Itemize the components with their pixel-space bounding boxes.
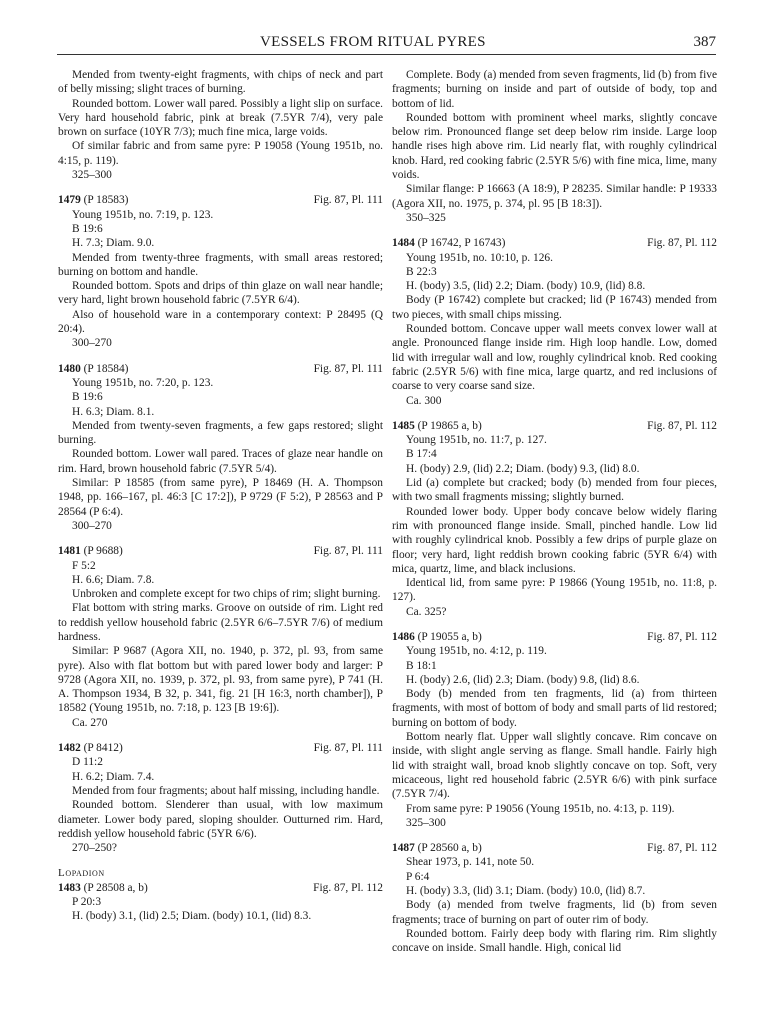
entry-text: Unbroken and complete except for two chips of rim; slight burning. [72,588,381,601]
entry-date: 325–300 [406,816,446,829]
deposit: P 6:4 [406,870,430,883]
dimensions: H. (body) 2.9, (lid) 2.2; Diam. (body) 9.3, (lid) 8.0. [406,462,640,475]
inventory-number: (P 16742, P 16743) [414,237,506,250]
entry-number: 1485 [392,419,415,432]
dimensions: H. (body) 3.5, (lid) 2.2; Diam. (body) 10.9, (lid) 8.8. [406,280,646,293]
entry-text: Mended from twenty-three fragments, with small areas restored; burning on bottom and handle. [58,251,383,278]
entry-heading [392,419,717,433]
entry-text: Bottom nearly flat. Upper wall slightly concave. Rim concave on inside, with slight angle serving as flange. Small handle. Fairly high lid with straight wall, broad knob slightly concave on top. Soft, very micaceous, light red household fabric (2.5YR 6/6) with pink surface (7.5YR 7/4). [392,731,717,801]
figure-reference: Fig. 87, Pl. 111 [313,742,383,755]
bibliography: Young 1951b, no. 4:12, p. 119. [406,645,547,658]
catalog-entry-1486 [392,630,717,830]
entry-text: From same pyre: P 19056 (Young 1951b, no. 4:13, p. 119). [406,802,675,815]
page-number: 387 [693,34,716,50]
figure-reference: Fig. 87, Pl. 111 [313,362,383,375]
bibliography: Young 1951b, no. 7:20, p. 123. [72,376,214,389]
entry-text: Rounded lower body. Upper body concave below widely flaring rim with pronounced flange inside. Small, pinched handle. Low lid with roughly cylindrical knob. Possibly a few drips of purple glaze on floor; very hard, light reddish brown cooking fabric (5YR 6/4) with mica, quartz, lime, and black inclusions. [392,505,717,575]
figure-reference: Fig. 87, Pl. 111 [313,545,383,558]
dimensions: H. (body) 2.6, (lid) 2.3; Diam. (body) 9.8, (lid) 8.6. [406,673,640,686]
entry-text: Body (a) mended from twelve fragments, lid (b) from seven fragments; trace of burning on part of outer rim of body. [392,899,717,926]
running-header [0,30,764,54]
entry-heading [392,841,717,855]
header-rule [57,54,716,55]
dimensions: H. 6.2; Diam. 7.4. [72,770,155,783]
bibliography: Young 1951b, no. 10:10, p. 126. [406,251,553,264]
catalog-entry-1482 [58,741,383,855]
inventory-number: (P 18583) [80,194,129,207]
entry-text: Mended from twenty-eight fragments, with chips of neck and part of belly missing; slight traces of burning. [58,69,383,96]
figure-reference: Fig. 87, Pl. 112 [647,419,717,432]
figure-reference: Fig. 87, Pl. 112 [313,881,383,894]
figure-reference: Fig. 87, Pl. 112 [647,630,717,643]
entry-date: 300–270 [72,519,112,532]
deposit: B 22:3 [406,265,437,278]
entry-date: 325–300 [72,169,112,182]
deposit: B 17:4 [406,448,437,461]
entry-text: Similar: P 18585 (from same pyre), P 18469 (H. A. Thompson 1948, pp. 166–167, pl. 46:3 [C 17:2]), P 9729 (F 5:2), P 28563 and P 28564 (P 6:4). [58,477,383,518]
catalog-entry-1481 [58,544,383,730]
entry-text: Rounded bottom with prominent wheel marks, slightly concave below rim. Pronounced flange set deep below rim inside. Large loop handle rises high above rim. Lid nearly flat, with roughly cylindrical knob. Hard, red cooking fabric (2.5YR 5/6) with fine mica, lime, many voids. [392,111,717,182]
catalog-entry-1484 [392,236,717,408]
catalog-entry-1485 [392,419,717,619]
running-title: VESSELS FROM RITUAL PYRES [260,34,486,50]
entry-text: Rounded bottom. Lower wall pared. Traces of glaze near handle on rim. Hard, brown household fabric (7.5YR 5/4). [58,448,383,475]
entry-heading [58,362,383,376]
entry-heading [58,544,383,558]
deposit: D 11:2 [72,756,103,769]
entry-heading [58,193,383,207]
catalog-entry-1487 [392,841,717,955]
entry-text: Complete. Body (a) mended from seven fragments, lid (b) from five fragments; burning on inside and part of outside of body, top and bottom of lid. [392,69,717,110]
entry-number: 1482 [58,742,81,755]
left-column [58,68,383,924]
entry-text: Flat bottom with string marks. Groove on outside of rim. Light red to reddish yellow household fabric (2.5YR 6/6–7.5YR 7/6) of medium hardness. [58,602,383,643]
entry-heading [392,630,717,644]
entry-text: Also of household ware in a contemporary context: P 28495 (Q 20:4). [58,308,383,336]
entry-date: Ca. 270 [72,716,108,729]
entry-heading [392,236,717,250]
dimensions: H. (body) 3.3, (lid) 3.1; Diam. (body) 10.0, (lid) 8.7. [406,885,646,898]
entry-text: Mended from four fragments; about half missing, including handle. [72,784,380,797]
right-column [392,68,717,956]
figure-reference: Fig. 87, Pl. 112 [647,237,717,250]
bibliography: Young 1951b, no. 11:7, p. 127. [406,434,547,447]
entry-number: 1480 [58,362,81,375]
inventory-number: (P 8412) [80,742,123,755]
bibliography: Young 1951b, no. 7:19, p. 123. [72,208,214,221]
entry-text: Similar flange: P 16663 (A 18:9), P 28235. Similar handle: P 19333 (Agora XII, no. 1975, p. 374, pl. 95 [B 18:3]). [392,183,717,210]
dimensions: H. (body) 3.1, (lid) 2.5; Diam. (body) 10.1, (lid) 8.3. [72,910,312,923]
inventory-number: (P 28508 a, b) [80,881,148,894]
inventory-number: (P 9688) [80,545,123,558]
entry-heading [58,741,383,755]
entry-number: 1483 [58,881,81,894]
deposit: F 5:2 [72,559,96,572]
entry-number: 1481 [58,545,81,558]
dimensions: H. 7.3; Diam. 9.0. [72,237,155,250]
entry-text: Similar: P 9687 (Agora XII, no. 1940, p. 372, pl. 93, from same pyre). Also with flat bottom but with pared lower body and larger: P 9728 (Agora XII, no. 1939, p. 372, pl. 93, from same pyre), P 741 (H. A. Thompson 1934, B 32, p. 341, fig. 21 [H 16:3, north chamber]), P 18582 (Young 1951b, no. 7:18, p. 123 [B 19:6]). [58,645,383,715]
inventory-number: (P 19865 a, b) [414,419,482,432]
dimensions: H. 6.3; Diam. 8.1. [72,405,155,418]
entry-number: 1486 [392,630,415,643]
entry-date: 270–250? [72,842,117,855]
entry-number: 1487 [392,842,415,855]
section-heading: Lopadion [58,867,105,880]
deposit: B 19:6 [72,391,103,404]
entry-text: Rounded bottom. Lower wall pared. Possibly a light slip on surface. Very hard household fabric, pink at break (7.5YR 7/4), very pale brown on surface (10YR 7/3); much fine mica, large voids. [58,97,383,139]
entry-text: Identical lid, from same pyre: P 19866 (Young 1951b, no. 11:8, p. 127). [392,577,717,604]
entry-text: Body (b) mended from ten fragments, lid (a) from thirteen fragments, with most of bottom of body and small parts of lid restored; burning on bottom of body. [392,688,717,729]
figure-reference: Fig. 87, Pl. 111 [313,194,383,207]
catalog-entry-1480 [58,362,383,534]
entry-text: Rounded bottom. Concave upper wall meets convex lower wall at angle. Pronounced flange inside rim. High loop handle. Low, domed lid with irregular wall and low, roughly cylindrical knob. Red cooking fabric (2.5YR 5/6) with fine mica, large quartz, and red inclusions of coarse to very coarse sand size. [392,323,717,393]
entry-date: Ca. 325? [406,605,447,618]
inventory-number: (P 18584) [80,362,129,375]
entry-date: 350–325 [406,211,446,224]
catalog-entry-1479 [58,193,383,350]
deposit: B 18:1 [406,659,437,672]
deposit: P 20:3 [72,896,102,909]
entry-text: Rounded bottom. Slenderer than usual, with low maximum diameter. Lower body pared, sloping shoulder. Outturned rim. Hard, reddish yellow household fabric (5YR 6/6). [58,799,383,840]
bibliography: Shear 1973, p. 141, note 50. [406,856,535,869]
entry-date: Ca. 300 [406,394,442,407]
entry-text: Mended from twenty-seven fragments, a few gaps restored; slight burning. [58,419,383,447]
dimensions: H. 6.6; Diam. 7.8. [72,573,155,586]
catalog-entry-1483 [58,881,383,924]
inventory-number: (P 19055 a, b) [414,630,482,643]
entry-number: 1484 [392,237,415,250]
entry-text: Rounded bottom. Fairly deep body with flaring rim. Rim slightly concave on inside. Small handle. High, conical lid [392,927,717,955]
entry-text: Lid (a) complete but cracked; body (b) mended from four pieces, with two small fragments missing; slightly burned. [392,477,717,504]
entry-text: Of similar fabric and from same pyre: P 19058 (Young 1951b, no. 4:15, p. 119). [58,140,383,167]
entry-text: Rounded bottom. Spots and drips of thin glaze on wall near handle; very hard, light brown household fabric (7.5YR 6/4). [58,280,383,307]
entry-text: Body (P 16742) complete but cracked; lid (P 16743) mended from two pieces, with small chips missing. [392,294,717,321]
deposit: B 19:6 [72,222,103,235]
entry-date: 300–270 [72,337,112,350]
entry-number: 1479 [58,194,81,207]
inventory-number: (P 28560 a, b) [414,842,482,855]
figure-reference: Fig. 87, Pl. 112 [647,842,717,855]
entry-heading [58,881,383,895]
